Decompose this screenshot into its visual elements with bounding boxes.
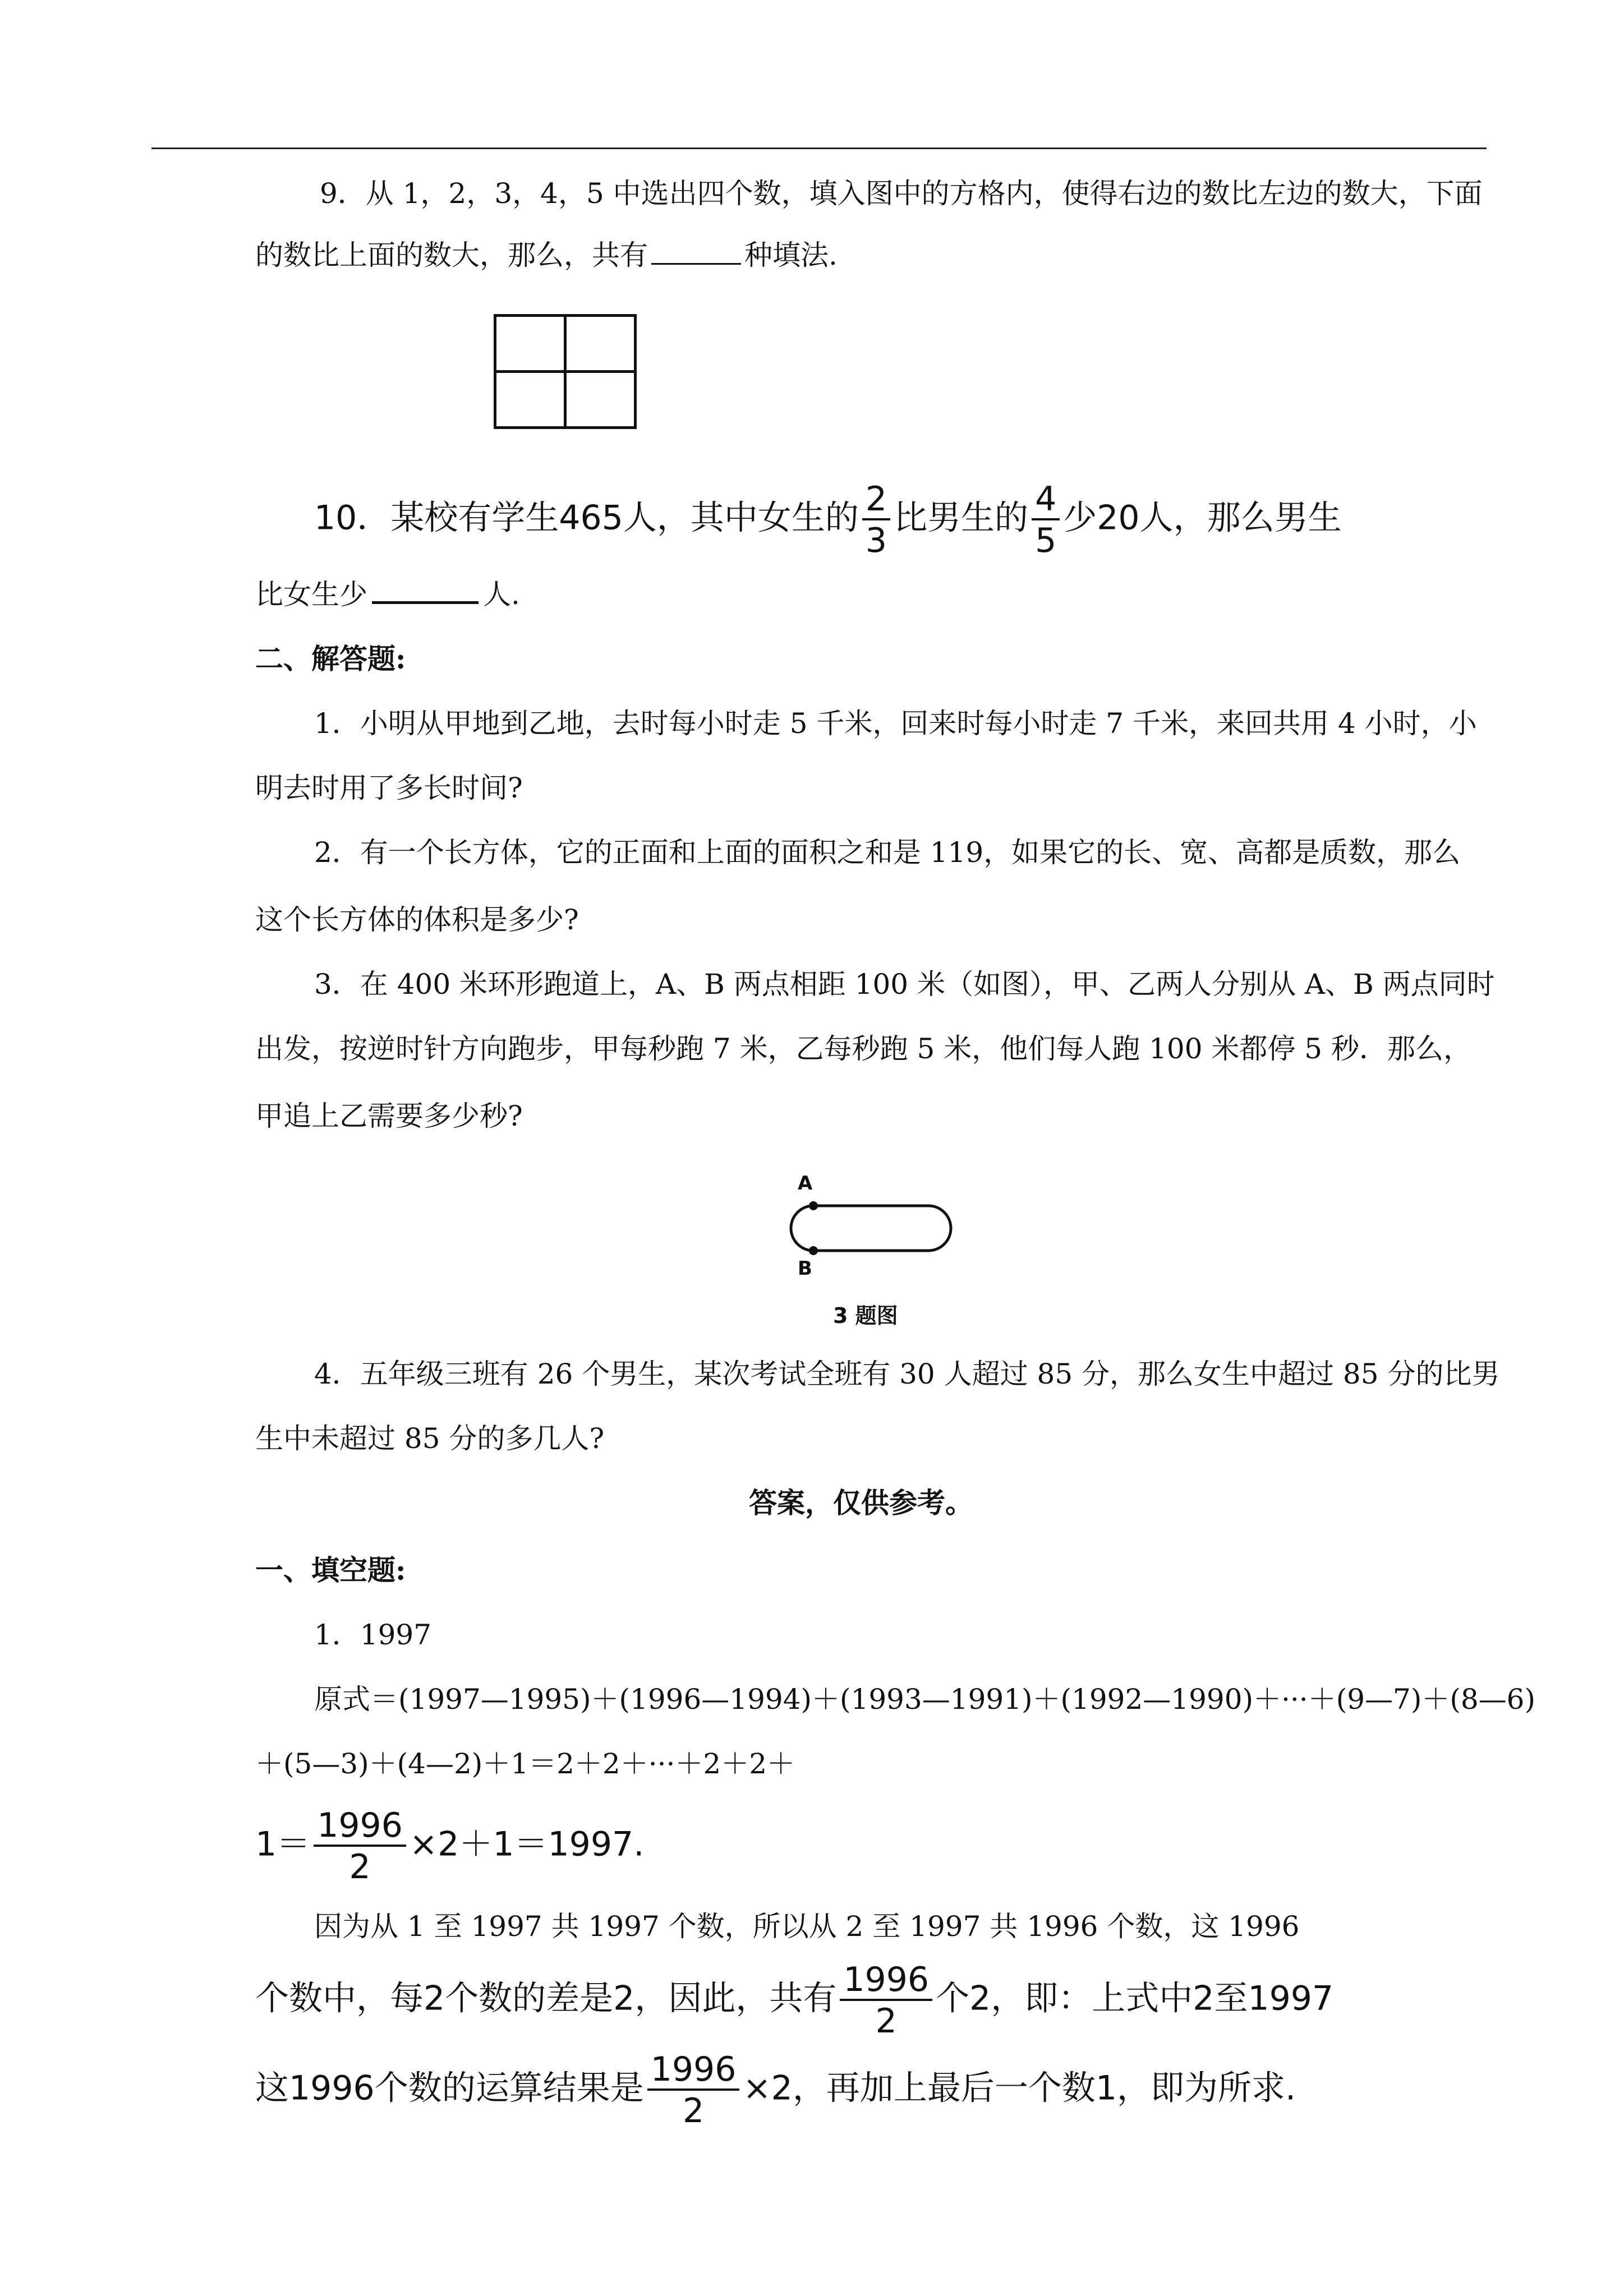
section1-heading: 一、填空题: bbox=[255, 1553, 406, 1587]
a1-explain-line2 bbox=[255, 1960, 1334, 2041]
q10-frac2-numerator: 4 bbox=[1032, 482, 1060, 520]
q10-text-2: 比男生的 bbox=[894, 498, 1029, 538]
q9-line2 bbox=[255, 238, 838, 272]
track-figure bbox=[780, 1172, 965, 1329]
section2-heading: 二、解答题: bbox=[255, 642, 406, 675]
p3-line1: 3．在 400 米环形跑道上，A、B 两点相距 100 米（如图），甲、乙两人分别从 A、B 两点同时 bbox=[314, 968, 1495, 1001]
a1-frac3-denominator: 2 bbox=[682, 2091, 705, 2131]
q10-text-1: 10．某校有学生465人，其中女生的 bbox=[314, 498, 859, 538]
q9-line2-text-b: 种填法. bbox=[744, 239, 838, 271]
q10-line2 bbox=[255, 578, 520, 611]
q10-fraction-1 bbox=[862, 480, 890, 560]
q10-answer-blank bbox=[372, 596, 479, 604]
q9-answer-blank bbox=[651, 257, 741, 265]
point-b-label: B bbox=[798, 1257, 812, 1280]
p4-line2: 生中未超过 85 分的多几人? bbox=[255, 1422, 605, 1455]
q10-line2-text-b: 人. bbox=[483, 578, 520, 611]
q10-frac2-denominator: 5 bbox=[1035, 521, 1057, 560]
grid-cell-top-right bbox=[564, 314, 637, 373]
a1-explain3-text-b: ×2，再加上最后一个数1，即为所求. bbox=[743, 2068, 1296, 2108]
point-a-label: A bbox=[798, 1172, 813, 1195]
p3-line2: 出发，按逆时针方向跑步，甲每秒跑 7 米，乙每秒跑 5 米，他们每人跑 100 米都停 5 秒．那么， bbox=[255, 1032, 1472, 1065]
point-a-marker bbox=[809, 1201, 818, 1210]
grid-cell-top-left bbox=[494, 314, 567, 373]
a1-explain-line3 bbox=[255, 2050, 1296, 2131]
point-b-marker bbox=[809, 1246, 818, 1255]
a1-fraction-2 bbox=[840, 1960, 932, 2041]
figure-caption: 3 题图 bbox=[833, 1303, 898, 1328]
grid-cell-bottom-right bbox=[564, 370, 637, 429]
a1-fraction-3 bbox=[647, 2050, 740, 2131]
a1-formula3-text-b: ×2＋1＝1997. bbox=[409, 1824, 645, 1864]
a1-formula-line2: ＋(5—3)＋(4—2)＋1＝2＋2＋···＋2＋2＋ bbox=[255, 1748, 795, 1780]
q10-text-3: 少20人，那么男生 bbox=[1063, 498, 1342, 538]
q10-fraction-2 bbox=[1032, 480, 1060, 560]
p2-line2: 这个长方体的体积是多少? bbox=[255, 903, 579, 936]
q10-line1 bbox=[314, 480, 1342, 560]
q9-line1: 9．从 1，2，3，4，5 中选出四个数，填入图中的方格内，使得右边的数比左边的数大，下面 bbox=[320, 177, 1483, 210]
a1-fraction-1 bbox=[314, 1806, 406, 1887]
a1-frac1-denominator: 2 bbox=[349, 1847, 371, 1887]
p3-line3: 甲追上乙需要多少秒? bbox=[255, 1100, 523, 1132]
a1-formula-line1: 原式＝(1997—1995)＋(1996—1994)＋(1993—1991)＋(1992—1990)＋···＋(9—7)＋(8—6) bbox=[314, 1683, 1535, 1716]
a1-formula-line3 bbox=[255, 1806, 645, 1887]
q10-frac1-numerator: 2 bbox=[862, 482, 890, 520]
q10-line2-text-a: 比女生少 bbox=[255, 578, 367, 611]
a1-number: 1．1997 bbox=[314, 1619, 432, 1651]
p4-line1: 4．五年级三班有 26 个男生，某次考试全班有 30 人超过 85 分，那么女生中超过 85 分的比男 bbox=[314, 1358, 1500, 1390]
q9-line2-text-a: 的数比上面的数大，那么，共有 bbox=[255, 239, 648, 271]
header-rule bbox=[151, 147, 1487, 149]
grid-cell-bottom-left bbox=[494, 370, 567, 429]
a1-frac2-numerator: 1996 bbox=[840, 1963, 932, 2001]
p1-line1: 1．小明从甲地到乙地，去时每小时走 5 千米，回来时每小时走 7 千米，来回共用 4 小时，小 bbox=[314, 707, 1477, 740]
answers-heading: 答案，仅供参考。 bbox=[749, 1486, 973, 1519]
p1-line2: 明去时用了多长时间? bbox=[255, 772, 523, 804]
a1-frac2-denominator: 2 bbox=[875, 2002, 897, 2041]
a1-frac1-numerator: 1996 bbox=[314, 1809, 406, 1847]
a1-explain2-text-a: 个数中，每2个数的差是2，因此，共有 bbox=[255, 1979, 837, 2018]
grid-figure bbox=[494, 314, 634, 426]
oval-track bbox=[791, 1206, 951, 1251]
a1-formula3-text-a: 1＝ bbox=[255, 1824, 311, 1864]
a1-explain2-text-b: 个2，即：上式中2至1997 bbox=[936, 1979, 1334, 2018]
a1-frac3-numerator: 1996 bbox=[647, 2053, 740, 2091]
p2-line1: 2．有一个长方体，它的正面和上面的面积之和是 119，如果它的长、宽、高都是质数，那么 bbox=[314, 836, 1461, 869]
a1-explain-line1: 因为从 1 至 1997 共 1997 个数，所以从 2 至 1997 共 1996 个数，这 1996 bbox=[314, 1910, 1300, 1943]
q10-frac1-denominator: 3 bbox=[865, 521, 887, 560]
a1-explain3-text-a: 这1996个数的运算结果是 bbox=[255, 2068, 644, 2108]
